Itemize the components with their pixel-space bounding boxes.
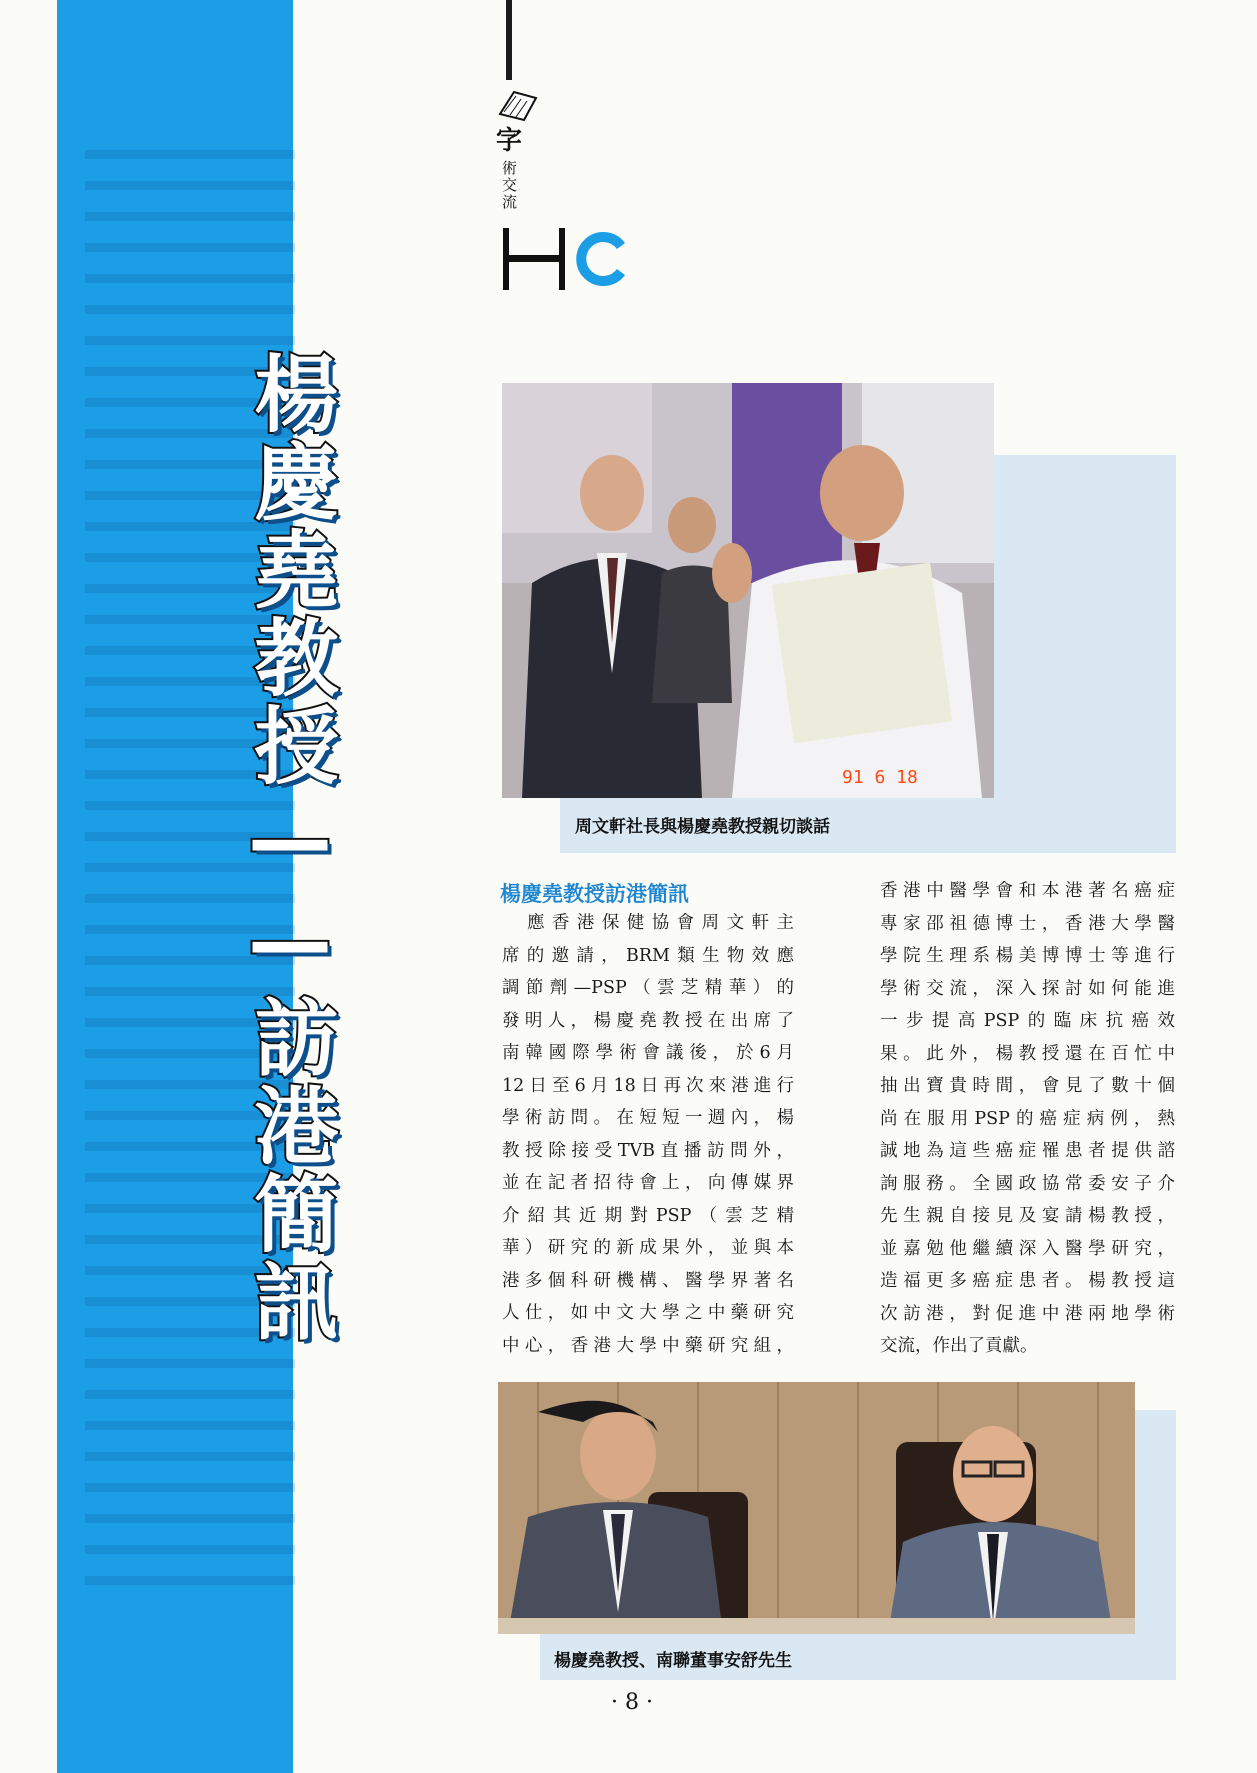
text-line: 抽出寶貴時間，會見了數十個 bbox=[880, 1076, 1175, 1096]
section-marker-bar bbox=[506, 0, 512, 80]
section-label: 字 bbox=[496, 126, 523, 156]
text-line: 學術訪問。在短短一週內，楊 bbox=[502, 1108, 794, 1128]
photo-meeting bbox=[498, 1382, 1135, 1634]
photo-caption-top bbox=[560, 798, 1176, 853]
text-line: 中心，香港大學中藥研究組， bbox=[502, 1335, 794, 1356]
text-line: 席的邀請，BRM類生物效應 bbox=[502, 945, 794, 966]
photo-caption-top-text: 周文軒社長與楊慶堯教授親切談話 bbox=[575, 817, 830, 837]
text-line: 並在記者招待會上，向傳媒界 bbox=[502, 1173, 794, 1193]
text-line: 次訪港，對促進中港兩地學術 bbox=[880, 1303, 1175, 1324]
text-line: 學術交流，深入探討如何能進 bbox=[880, 978, 1175, 999]
text-line: 交流，作出了貢獻。 bbox=[880, 1336, 1038, 1356]
hc-logo bbox=[503, 228, 633, 294]
text-line: 香港中醫學會和本港著名癌症 bbox=[880, 881, 1175, 901]
text-line: 調節劑—PSP（雲芝精華）的 bbox=[502, 978, 794, 998]
article-column-1 bbox=[502, 907, 794, 1362]
text-line: 學院生理系楊美博博士等進行 bbox=[880, 946, 1175, 966]
article-title: 楊慶堯教授訪港簡訊 bbox=[500, 882, 689, 906]
text-line: 造福更多癌症患者。楊教授這 bbox=[880, 1271, 1175, 1291]
page-number: · 8 · bbox=[611, 1690, 653, 1715]
text-line: 南韓國際學術會議後，於6月 bbox=[502, 1043, 794, 1063]
photo-conversation bbox=[502, 383, 994, 798]
text-line: 並嘉勉他繼續深入醫學研究， bbox=[880, 1238, 1175, 1259]
photo-caption-bottom-text: 楊慶堯教授、南聯董事安舒先生 bbox=[554, 1651, 792, 1671]
text-line: 尚在服用PSP的癌症病例，熱 bbox=[880, 1108, 1175, 1129]
text-tint-block bbox=[1135, 1410, 1176, 1634]
text-line: 一步提高PSP的臨床抗癌效 bbox=[880, 1011, 1175, 1031]
text-line: 應香港保健協會周文軒主 bbox=[502, 913, 794, 933]
main-title: 楊慶堯教授——訪港簡訊 bbox=[241, 350, 339, 1346]
text-line: 先生親自接見及宴請楊教授， bbox=[880, 1206, 1175, 1226]
section-sublabel: 術交流 bbox=[500, 160, 518, 211]
date-stamp: 91 6 18 bbox=[842, 767, 918, 788]
text-line: 介紹其近期對PSP（雲芝精 bbox=[502, 1205, 794, 1226]
photo-caption-bottom bbox=[540, 1634, 1176, 1680]
text-line: 詢服務。全國政協常委安子介 bbox=[880, 1173, 1175, 1194]
text-line: 人仕，如中文大學之中藥研究 bbox=[502, 1303, 794, 1323]
text-line: 果。此外，楊教授還在百忙中 bbox=[880, 1043, 1175, 1064]
text-line: 專家邵祖德博士，香港大學醫 bbox=[880, 913, 1175, 934]
article-column-2 bbox=[880, 875, 1175, 1363]
text-line: 誠地為這些癌症罹患者提供諮 bbox=[880, 1141, 1175, 1161]
text-line: 12日至6月18日再次來港進行 bbox=[502, 1075, 794, 1096]
text-line: 教授除接受TVB直播訪問外， bbox=[502, 1140, 794, 1161]
text-line: 發明人，楊慶堯教授在出席了 bbox=[502, 1010, 794, 1031]
text-tint-block bbox=[994, 455, 1176, 798]
text-line: 港多個科研機構、醫學界著名 bbox=[502, 1270, 794, 1291]
text-line: 華）研究的新成果外，並與本 bbox=[502, 1238, 794, 1258]
